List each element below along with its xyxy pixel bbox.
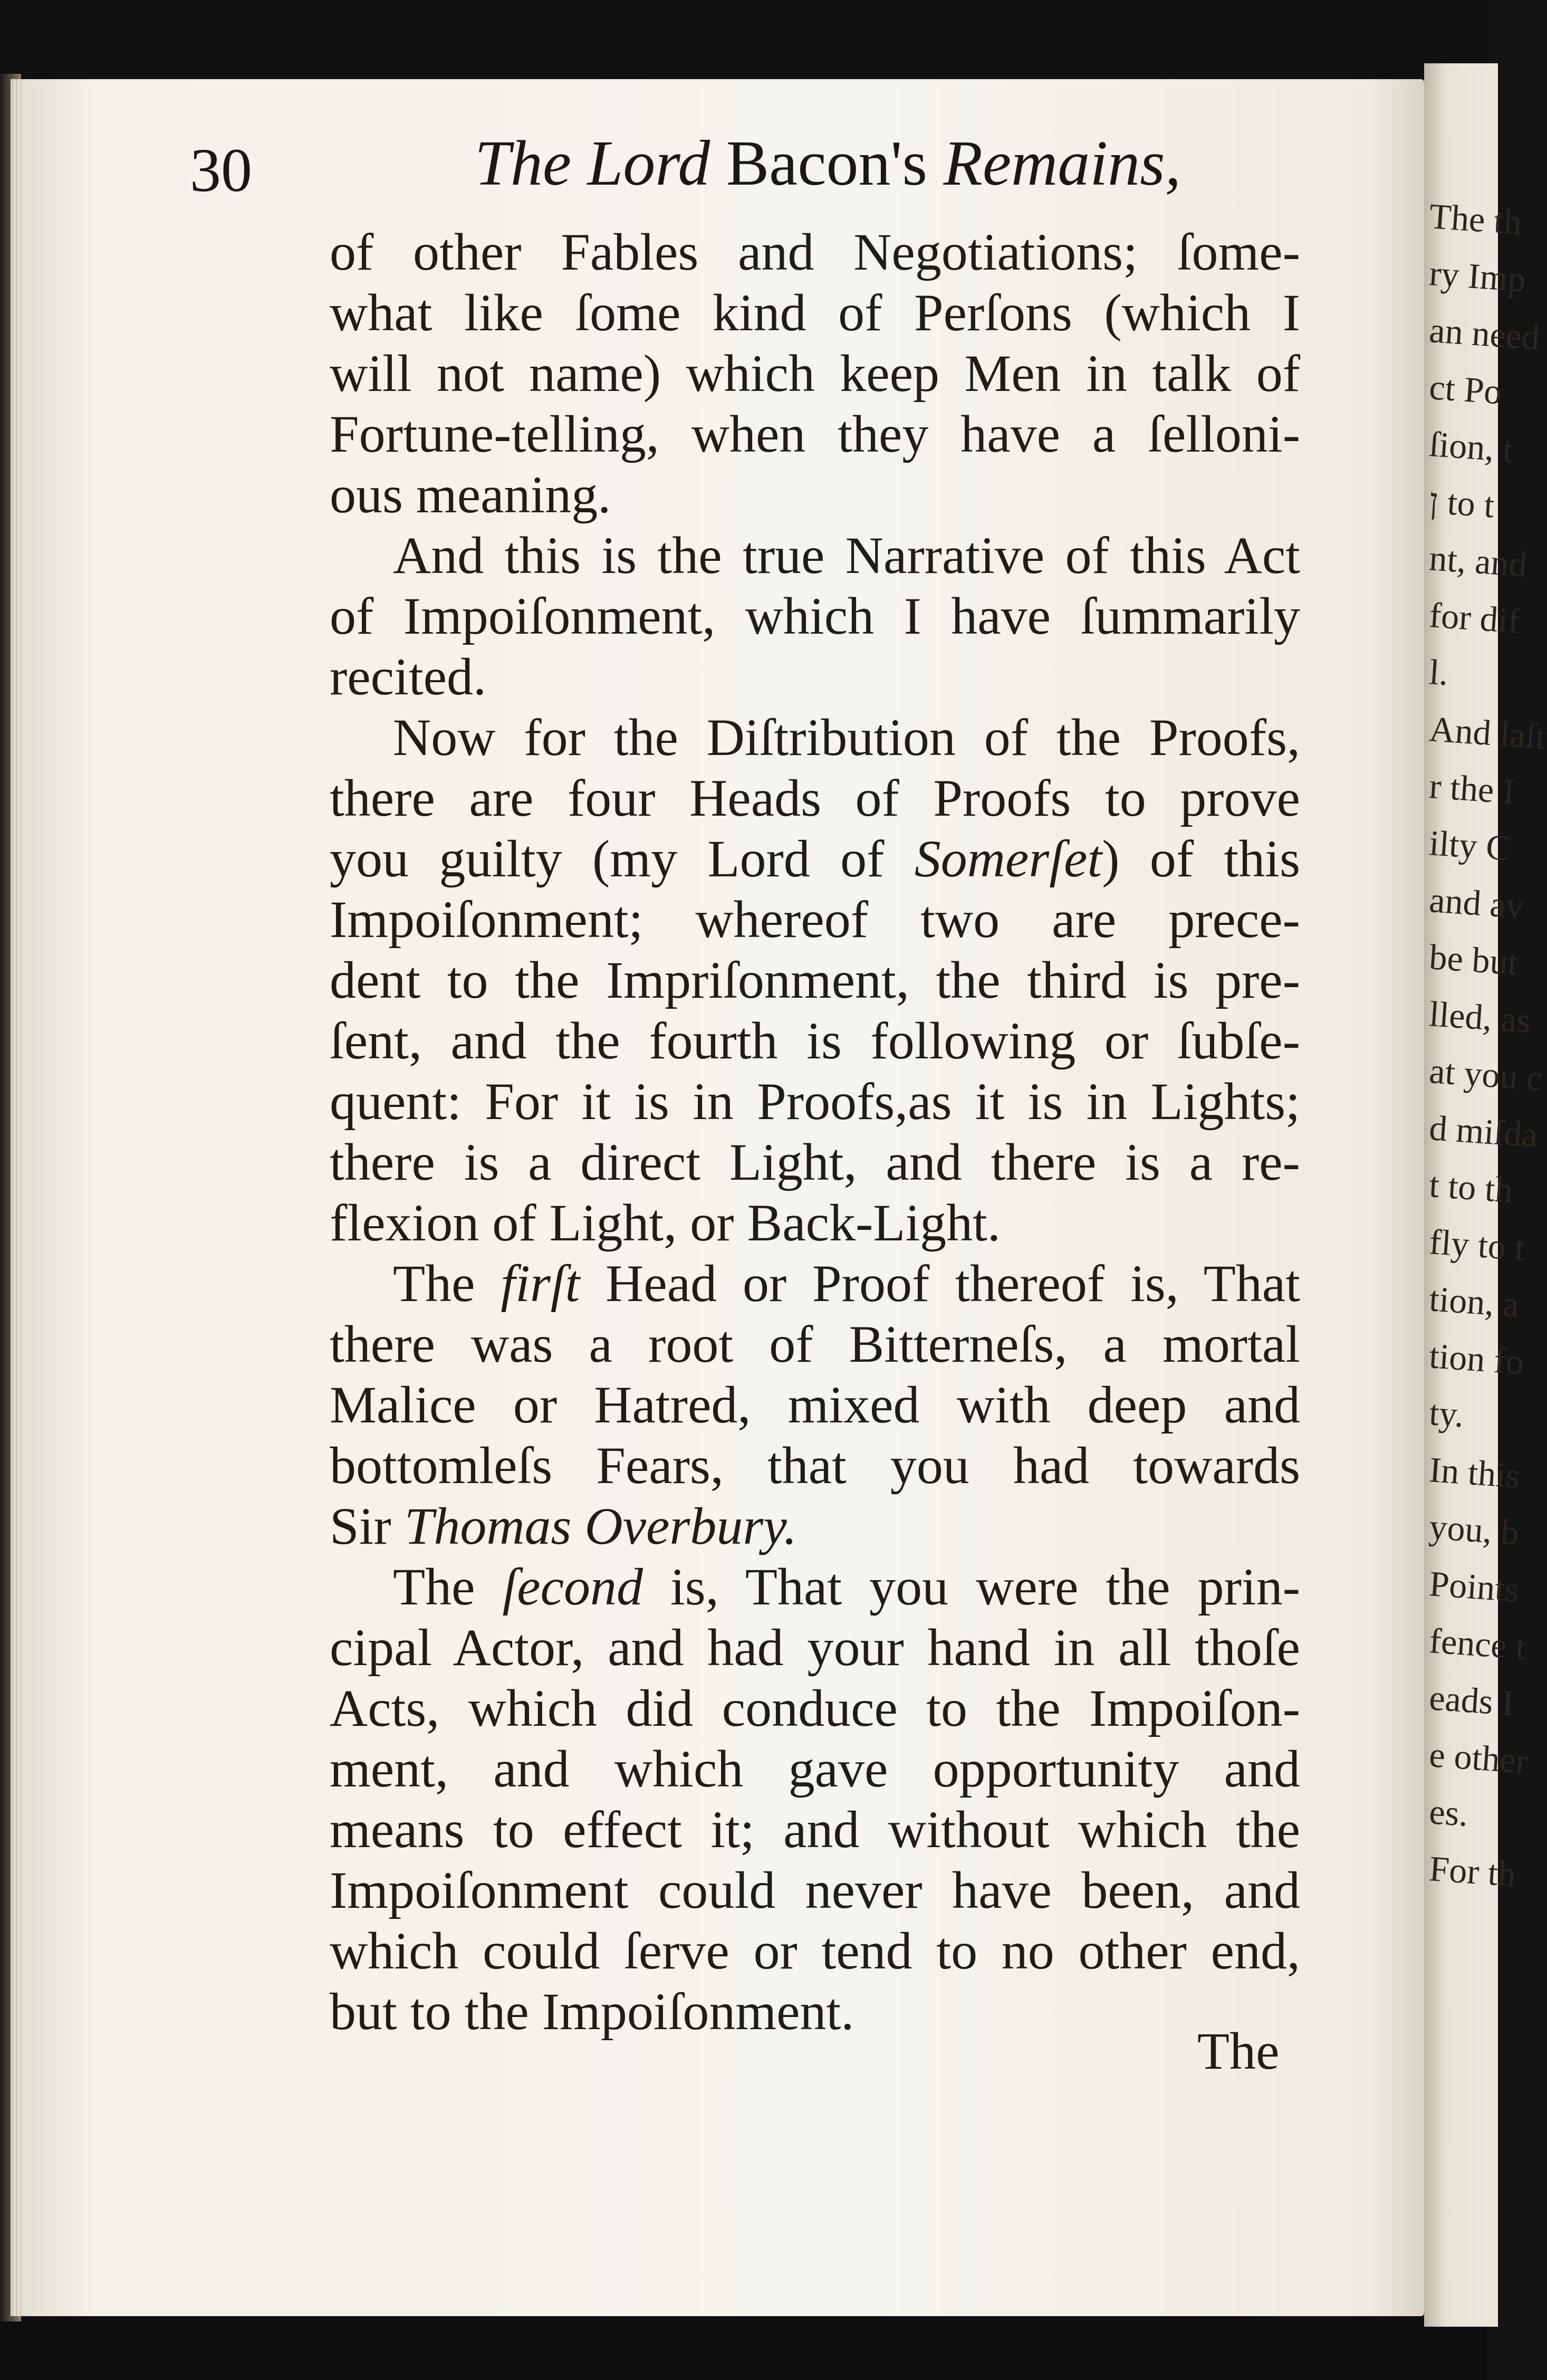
- catchword: The: [1197, 2022, 1280, 2080]
- text-segment: The: [393, 1557, 503, 1616]
- text-line: ous meaning.: [330, 465, 611, 524]
- facing-page-line: and av: [1428, 880, 1525, 926]
- facing-page-line: tion fo: [1428, 1335, 1525, 1382]
- text-line: there is a direct Light, and there is a re-: [330, 1133, 1300, 1191]
- italic-text: firſt: [501, 1254, 580, 1313]
- page-number: 30: [190, 136, 252, 205]
- facing-page-line: d miſda: [1428, 1107, 1540, 1155]
- running-title-part3: Remains,: [943, 128, 1181, 199]
- facing-page-line: The th: [1428, 196, 1523, 243]
- text-line: of other Fables and Negotiations; ſome-: [330, 223, 1300, 281]
- facing-page-line: es.: [1428, 1791, 1470, 1834]
- facing-page-line: ן to t: [1428, 481, 1496, 525]
- italic-text: Somerſet: [914, 829, 1102, 888]
- text-line: [330, 1496, 1300, 1556]
- facing-page: [1424, 63, 1547, 2327]
- text-line: quent: For it is in Proofs,as it is in Lights;: [330, 1072, 1300, 1131]
- italic-text: ſecond: [502, 1557, 643, 1616]
- facing-page-line: at you c: [1428, 1050, 1544, 1098]
- facing-page-line: ilty C: [1428, 823, 1512, 868]
- facing-page-line: nt, and: [1428, 538, 1529, 585]
- facing-page-line: fly to t: [1428, 1221, 1526, 1268]
- text-line: Impoiſonment could never have been, and: [330, 1861, 1300, 1919]
- background-top: [0, 0, 1487, 90]
- facing-page-line: l.: [1428, 652, 1450, 693]
- text-line: Acts, which did conduce to the Impoiſon-: [330, 1679, 1300, 1737]
- text-line: which could ſerve or tend to no other end,: [330, 1922, 1300, 1980]
- body-text: [330, 222, 1300, 2042]
- text-line: ſent, and the fourth is following or ſubſe-: [330, 1011, 1300, 1070]
- text-segment: you guilty (my Lord of: [330, 829, 915, 888]
- text-line: dent to the Impriſonment, the third is pre-: [330, 951, 1300, 1009]
- text-line: ment, and which gave opportunity and: [330, 1739, 1300, 1798]
- facing-page-line: fence t: [1428, 1620, 1527, 1667]
- facing-page-line: eads I: [1428, 1677, 1515, 1724]
- facing-page-line: e other: [1428, 1734, 1530, 1781]
- facing-page-line: ry Imp: [1428, 253, 1527, 300]
- text-line: flexion of Light, or Back-Light.: [330, 1193, 1001, 1252]
- facing-page-line: you, b: [1428, 1506, 1521, 1553]
- text-line: Impoiſonment; whereof two are prece-: [330, 890, 1300, 949]
- text-line: there was a root of Bitterneſs, a mortal: [330, 1315, 1300, 1373]
- text-line: recited.: [330, 647, 487, 706]
- text-segment: is, That you were the prin-: [643, 1557, 1301, 1616]
- facing-page-line: r the I: [1428, 766, 1516, 812]
- text-segment: Sir: [330, 1497, 405, 1555]
- facing-page-line: And laſt: [1428, 709, 1547, 757]
- facing-page-line: be but: [1428, 936, 1520, 983]
- running-title-part2: Bacon's: [710, 128, 944, 199]
- text-line: means to effect it; and without which the: [330, 1800, 1300, 1859]
- facing-page-line: lled, as: [1428, 993, 1532, 1041]
- text-line: [330, 1253, 1300, 1314]
- facing-page-line: for dif: [1428, 595, 1522, 641]
- facing-page-line: For th: [1428, 1848, 1517, 1895]
- facing-page-line: tion, a: [1428, 1278, 1521, 1325]
- running-title: [475, 127, 1213, 200]
- text-line: what like ſome kind of Perſons (which I: [330, 283, 1300, 342]
- facing-page-line: ct Po: [1428, 367, 1504, 412]
- text-line: bottomleſs Fears, that you had towards: [330, 1436, 1300, 1495]
- text-line: Now for the Diſtribution of the Proofs,: [393, 708, 1300, 767]
- running-title-part1: The Lord: [475, 128, 710, 199]
- facing-page-line: In this: [1428, 1449, 1522, 1496]
- text-segment: ) of this: [1102, 829, 1300, 888]
- text-line: Fortune-telling, when they have a ſelloni-: [330, 405, 1300, 463]
- text-line: [330, 828, 1300, 889]
- facing-page-line: ſion, t: [1428, 424, 1514, 470]
- italic-text: Thomas Overbury.: [404, 1497, 797, 1555]
- text-line: but to the Impoiſonment.: [330, 1982, 854, 2041]
- text-line: [330, 1556, 1300, 1617]
- text-line: will not name) which keep Men in talk of: [330, 344, 1300, 403]
- text-segment: The: [393, 1254, 501, 1313]
- text-line: there are four Heads of Proofs to prove: [330, 769, 1300, 827]
- text-line: cipal Actor, and had your hand in all thoſe: [330, 1618, 1300, 1677]
- facing-page-line: t to th: [1428, 1164, 1514, 1210]
- text-line: of Impoiſonment, which I have ſummarily: [330, 587, 1300, 645]
- facing-page-line: ty.: [1428, 1392, 1466, 1435]
- facing-page-line: an need: [1428, 310, 1541, 358]
- text-segment: Head or Proof thereof is, That: [580, 1254, 1300, 1313]
- text-line: And this is the true Narrative of this Act: [393, 526, 1300, 585]
- background-bottom: [0, 2311, 1487, 2380]
- text-line: Malice or Hatred, mixed with deep and: [330, 1375, 1300, 1434]
- facing-page-line: Points: [1428, 1563, 1521, 1610]
